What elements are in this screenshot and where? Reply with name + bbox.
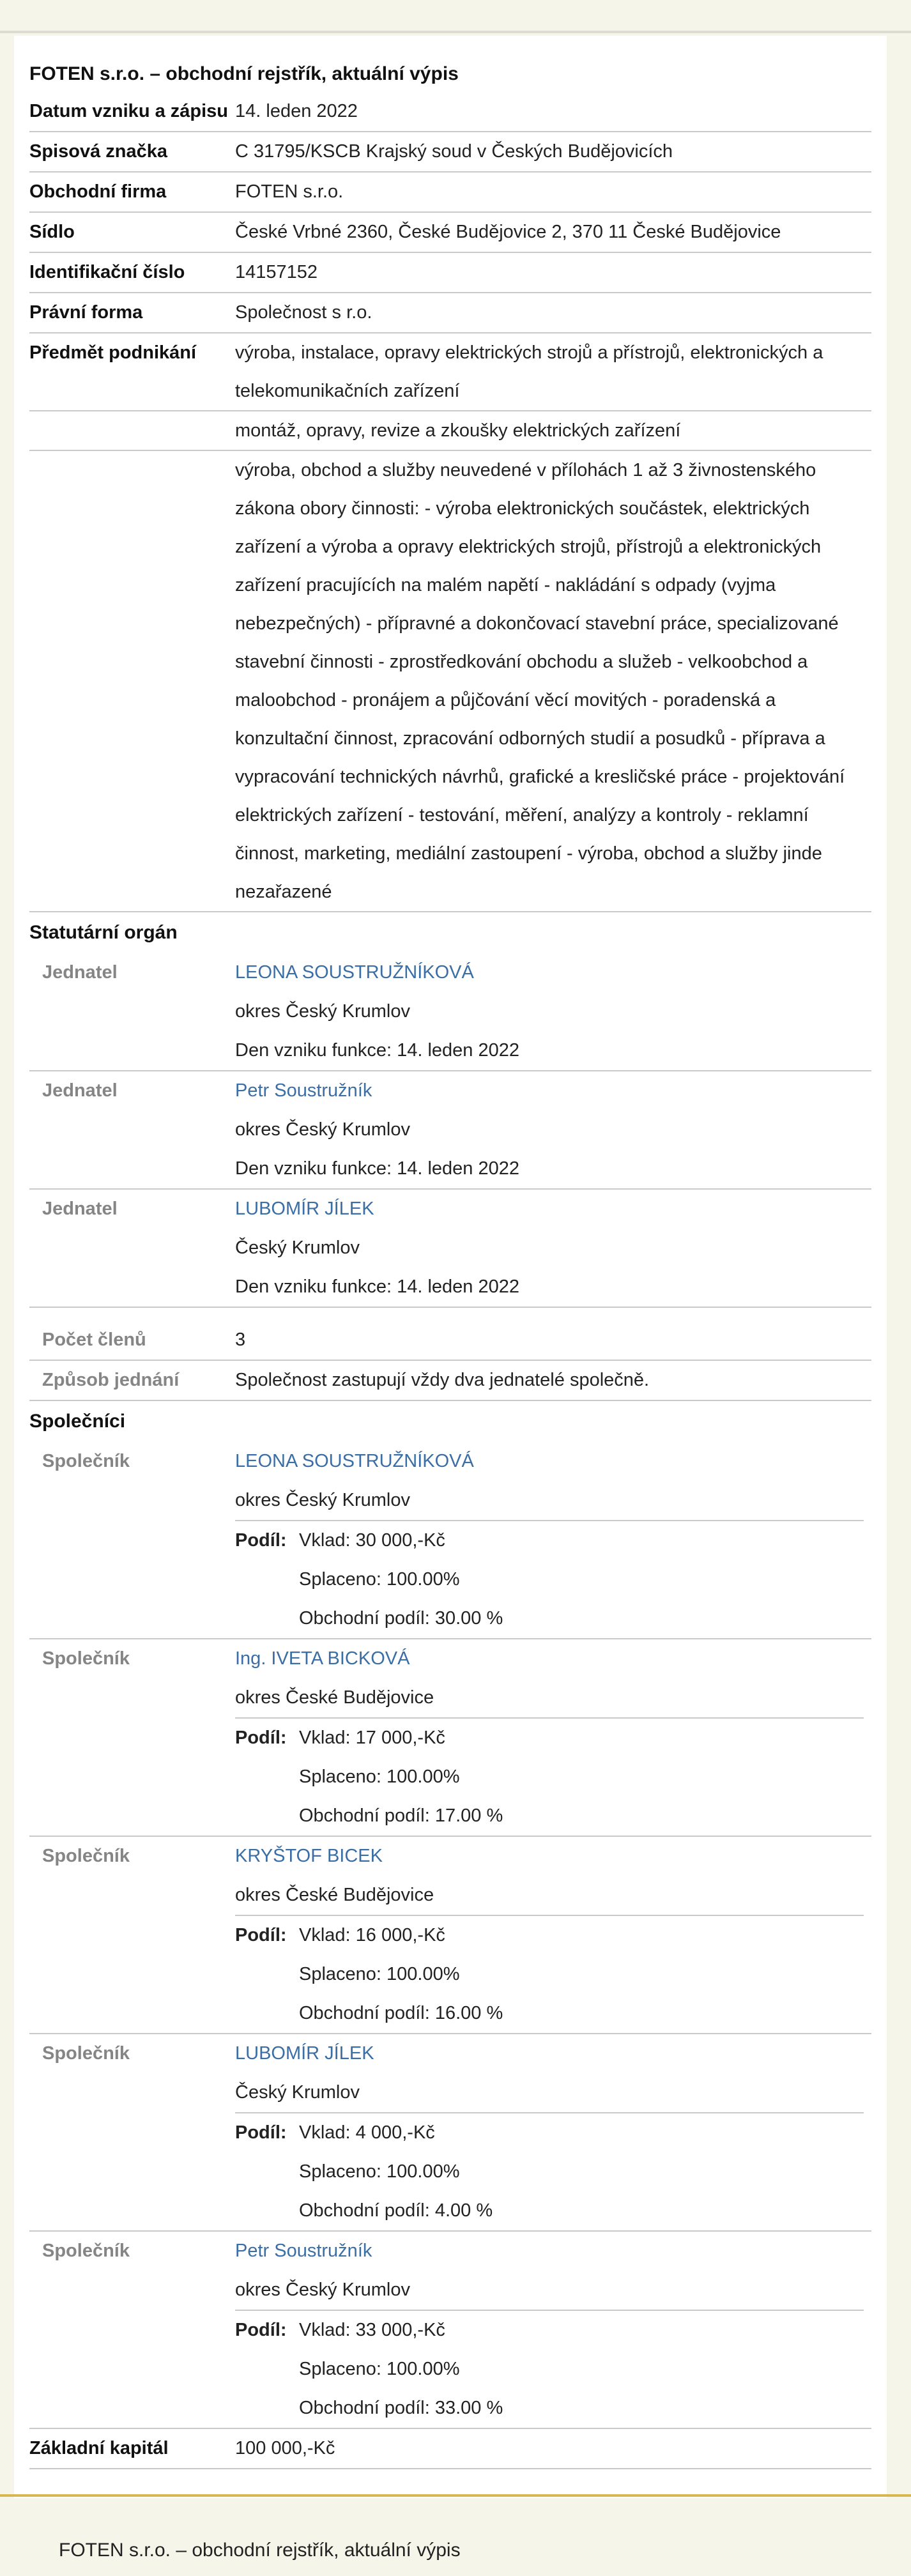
podil-block <box>235 1520 864 1638</box>
row-value: 14. leden 2022 <box>235 101 358 121</box>
predmet-item: výroba, instalace, opravy elektrických strojů a přístrojů, elektronických a telekomunikačních zařízení <box>235 342 823 401</box>
jednatel-place: okres Český Krumlov <box>235 1001 410 1022</box>
row-label-empty <box>29 451 235 911</box>
podil-label: Podíl: <box>235 1728 287 1748</box>
row-predmet-podnikani-1 <box>29 334 871 411</box>
jednatel-entry <box>29 1071 871 1190</box>
registry-extract-card <box>14 36 887 2498</box>
podil-label: Podíl: <box>235 2320 287 2340</box>
row-value: Společnost zastupují vždy dva jednatelé společně. <box>235 1370 650 1390</box>
jednatel-since: Den vzniku funkce: 14. leden 2022 <box>235 1158 519 1179</box>
jednatel-since: Den vzniku funkce: 14. leden 2022 <box>235 1040 519 1061</box>
podil-obchodni: Obchodní podíl: 4.00 % <box>299 2200 493 2221</box>
podil-splaceno: Splaceno: 100.00% <box>299 2161 460 2182</box>
spacer <box>29 1308 871 1321</box>
footer-divider <box>0 2494 911 2497</box>
podil-label: Podíl: <box>235 2122 287 2143</box>
predmet-item: montáž, opravy, revize a zkoušky elektrických zařízení <box>235 420 681 441</box>
row-sidlo <box>29 213 871 253</box>
jednatel-entry <box>29 953 871 1071</box>
row-value: FOTEN s.r.o. <box>235 181 344 202</box>
spolecnik-name-link[interactable]: LEONA SOUSTRUŽNÍKOVÁ <box>235 1451 474 1471</box>
jednatel-name-link[interactable]: LEONA SOUSTRUŽNÍKOVÁ <box>235 962 474 983</box>
jednatel-name-link[interactable]: LUBOMÍR JÍLEK <box>235 1199 374 1219</box>
podil-obchodni: Obchodní podíl: 16.00 % <box>299 2003 503 2023</box>
row-pravni-forma <box>29 293 871 334</box>
spolecnik-role: Společník <box>42 1451 130 1471</box>
row-predmet-podnikani-3 <box>29 451 871 912</box>
spolecnik-name-link[interactable]: Ing. IVETA BICKOVÁ <box>235 1648 410 1669</box>
podil-block <box>235 2112 864 2230</box>
spolecnik-place: okres České Budějovice <box>235 1687 434 1708</box>
spolecnik-role: Společník <box>42 2241 130 2261</box>
row-label: Předmět podnikání <box>29 342 197 363</box>
row-identifikacni-cislo <box>29 253 871 293</box>
spolecnik-entry <box>29 1837 871 2034</box>
row-value: 100 000,-Kč <box>235 2438 335 2458</box>
podil-label: Podíl: <box>235 1925 287 1945</box>
jednatel-place: Český Krumlov <box>235 1238 360 1258</box>
row-obchodni-firma <box>29 172 871 213</box>
page-title: FOTEN s.r.o. – obchodní rejstřík, aktuální výpis <box>29 63 459 84</box>
podil-splaceno: Splaceno: 100.00% <box>299 1569 460 1590</box>
row-value: Společnost s r.o. <box>235 302 372 323</box>
podil-vklad: Vklad: 4 000,-Kč <box>299 2122 435 2143</box>
spolecnik-name-link[interactable]: Petr Soustružník <box>235 2241 372 2261</box>
podil-splaceno: Splaceno: 100.00% <box>299 1964 460 1984</box>
spolecnik-place: okres Český Krumlov <box>235 2280 410 2300</box>
row-label: Obchodní firma <box>29 181 167 202</box>
podil-vklad: Vklad: 30 000,-Kč <box>299 1530 445 1551</box>
row-label: Sídlo <box>29 222 75 242</box>
row-label: Právní forma <box>29 302 143 323</box>
row-predmet-podnikani-2 <box>29 411 871 451</box>
row-value: C 31795/KSCB Krajský soud v Českých Budějovicích <box>235 141 673 162</box>
row-zakladni-kapital <box>29 2429 871 2469</box>
spolecnik-place: okres České Budějovice <box>235 1885 434 1905</box>
jednatel-entry <box>29 1190 871 1308</box>
spolecnik-place: okres Český Krumlov <box>235 1490 410 1510</box>
section-title-statutarni-organ: Statutární orgán <box>29 922 178 943</box>
spolecnik-role: Společník <box>42 2043 130 2064</box>
jednatel-role: Jednatel <box>42 1080 118 1101</box>
podil-obchodni: Obchodní podíl: 30.00 % <box>299 1608 503 1629</box>
row-value: České Vrbné 2360, České Budějovice 2, 370 11 České Budějovice <box>235 222 781 242</box>
spolecnik-role: Společník <box>42 1648 130 1669</box>
spolecnik-name-link[interactable]: KRYŠTOF BICEK <box>235 1846 383 1866</box>
spolecnik-entry <box>29 1639 871 1837</box>
podil-vklad: Vklad: 17 000,-Kč <box>299 1728 445 1748</box>
jednatel-name-link[interactable]: Petr Soustružník <box>235 1080 372 1101</box>
spolecnik-entry <box>29 1442 871 1639</box>
podil-block <box>235 1717 864 1836</box>
row-zpusob-jednani <box>29 1361 871 1401</box>
jednatel-place: okres Český Krumlov <box>235 1119 410 1140</box>
row-label: Identifikační číslo <box>29 262 185 282</box>
predmet-item: výroba, obchod a služby neuvedené v přílohách 1 až 3 živnostenského zákona obory činnosti: - výroba elektronických součástek, elektrických zařízení a výroba a opravy elektrických strojů, přístrojů a elektronických zařízení pracujících na malém napětí - nakládání s odpady (vyjma nebezpečných) - přípravné a dokončovací stavební práce, specializované stavební činnosti - zprostředkování obchodu a služeb - velkoobchod a maloobchod - pronájem a půjčování věcí movitých - poradenská a konzultační činnost, zpracování odborných studií a posudků - příprava a vypracování technických návrhů, grafické a kresličské práce - projektování elektrických zařízení - testování, měření, analýzy a kontroly - reklamní činnost, marketing, mediální zastoupení - výroba, obchod a služby jinde nezařazené <box>235 460 845 902</box>
podil-block <box>235 2310 864 2428</box>
jednatel-role: Jednatel <box>42 1199 118 1219</box>
row-spisova-znacka <box>29 132 871 172</box>
row-datum-vzniku <box>29 92 871 132</box>
spolecnik-entry <box>29 2232 871 2429</box>
podil-block <box>235 1915 864 2033</box>
spolecnik-place: Český Krumlov <box>235 2082 360 2103</box>
row-value: 3 <box>235 1330 246 1350</box>
podil-vklad: Vklad: 16 000,-Kč <box>299 1925 445 1945</box>
row-label-empty <box>29 411 235 450</box>
row-value: 14157152 <box>235 262 318 282</box>
jednatel-role: Jednatel <box>42 962 118 983</box>
row-label: Datum vzniku a zápisu <box>29 101 229 121</box>
podil-label: Podíl: <box>235 1530 287 1551</box>
row-pocet-clenu <box>29 1321 871 1361</box>
jednatel-since: Den vzniku funkce: 14. leden 2022 <box>235 1276 519 1297</box>
top-divider <box>0 31 911 33</box>
spolecnik-name-link[interactable]: LUBOMÍR JÍLEK <box>235 2043 374 2064</box>
podil-splaceno: Splaceno: 100.00% <box>299 2359 460 2379</box>
row-label: Způsob jednání <box>42 1370 180 1390</box>
row-label: Počet členů <box>42 1330 146 1350</box>
podil-obchodni: Obchodní podíl: 17.00 % <box>299 1805 503 1826</box>
spolecnik-role: Společník <box>42 1846 130 1866</box>
podil-vklad: Vklad: 33 000,-Kč <box>299 2320 445 2340</box>
footer-text: FOTEN s.r.o. – obchodní rejstřík, aktuální výpis <box>59 2540 461 2561</box>
spolecnik-entry <box>29 2034 871 2232</box>
section-title-spolecnici: Společníci <box>29 1411 126 1432</box>
podil-obchodni: Obchodní podíl: 33.00 % <box>299 2398 503 2418</box>
row-label: Spisová značka <box>29 141 167 162</box>
row-label: Základní kapitál <box>29 2438 169 2458</box>
podil-splaceno: Splaceno: 100.00% <box>299 1767 460 1787</box>
